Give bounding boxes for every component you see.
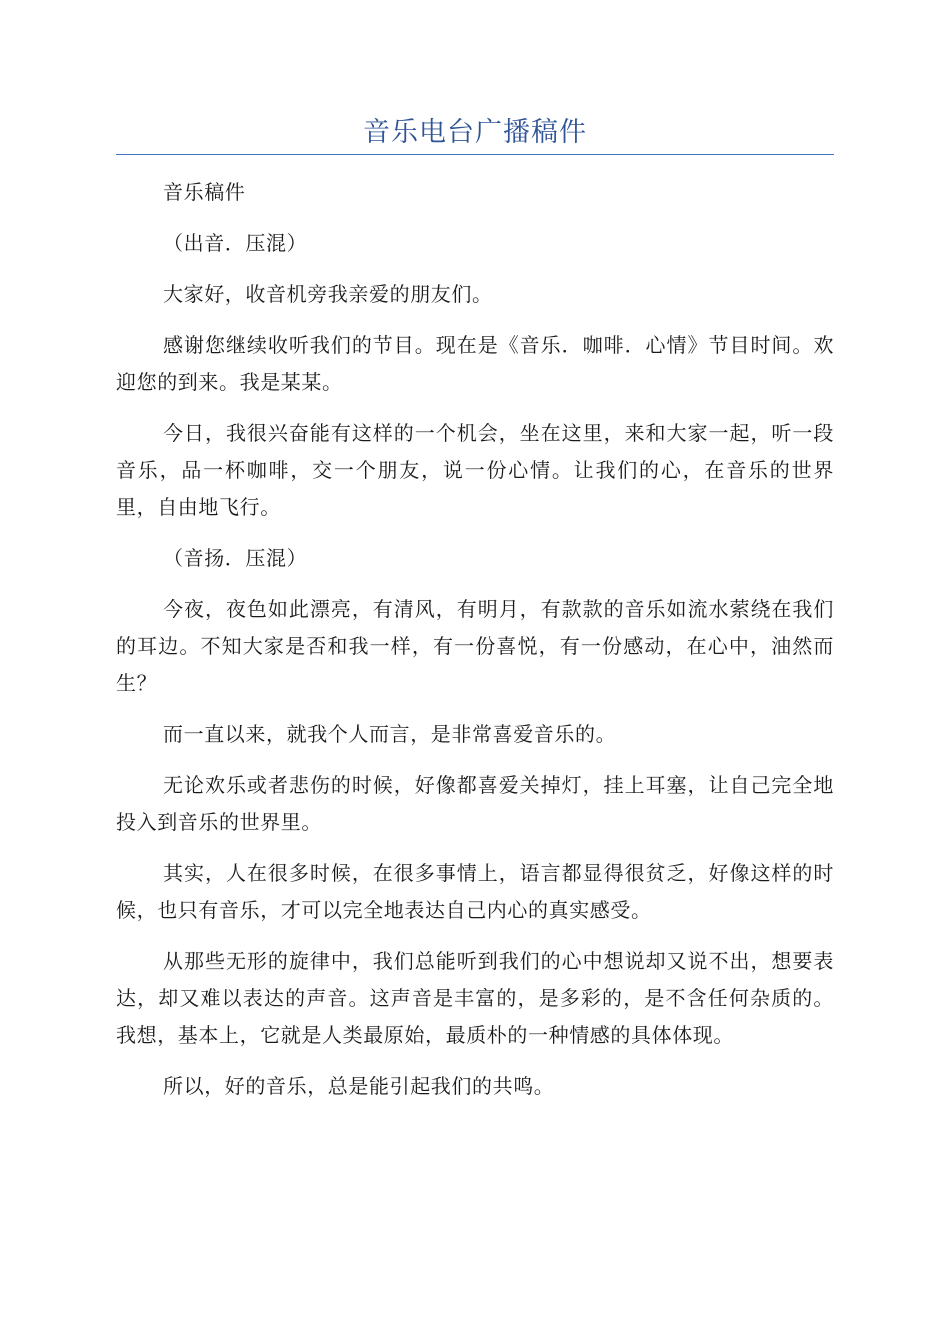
paragraph-stage-direction: （出音．压混） <box>163 231 308 255</box>
paragraph: 而一直以来，就我个人而言，是非常喜爱音乐的。 <box>163 722 617 746</box>
paragraph: 其实，人在很多时候，在很多事情上，语言都显得很贫乏，好像这样的时候，也只有音乐，才可以完全地表达自己内心的真实感受。 <box>116 861 834 922</box>
paragraph: 今日，我很兴奋能有这样的一个机会，坐在这里，来和大家一起，听一段音乐，品一杯咖啡，交一个朋友，说一份心情。让我们的心，在音乐的世界里，自由地飞行。 <box>116 421 834 519</box>
document-title: 音乐电台广播稿件 <box>363 117 587 148</box>
title-underline <box>116 154 834 155</box>
paragraph: 所以，好的音乐，总是能引起我们的共鸣。 <box>163 1074 555 1098</box>
paragraph-subtitle: 音乐稿件 <box>163 180 246 204</box>
paragraph: 感谢您继续收听我们的节目。现在是《音乐．咖啡．心情》节目时间。欢迎您的到来。我是某某。 <box>116 333 834 394</box>
paragraph: 无论欢乐或者悲伤的时候，好像都喜爱关掉灯，挂上耳塞，让自己完全地投入到音乐的世界里。 <box>116 773 834 834</box>
paragraph-stage-direction: （音扬．压混） <box>163 546 308 570</box>
paragraph: 大家好，收音机旁我亲爱的朋友们。 <box>163 282 493 306</box>
document-body <box>116 174 834 1119</box>
paragraph: 今夜，夜色如此漂亮，有清风，有明月，有款款的音乐如流水萦绕在我们的耳边。不知大家是否和我一样，有一份喜悦，有一份感动，在心中，油然而生？ <box>116 597 834 695</box>
paragraph: 从那些无形的旋律中，我们总能听到我们的心中想说却又说不出，想要表达，却又难以表达的声音。这声音是丰富的，是多彩的，是不含任何杂质的。我想，基本上，它就是人类最原始，最质朴的一种情感的具体体现。 <box>116 949 834 1047</box>
